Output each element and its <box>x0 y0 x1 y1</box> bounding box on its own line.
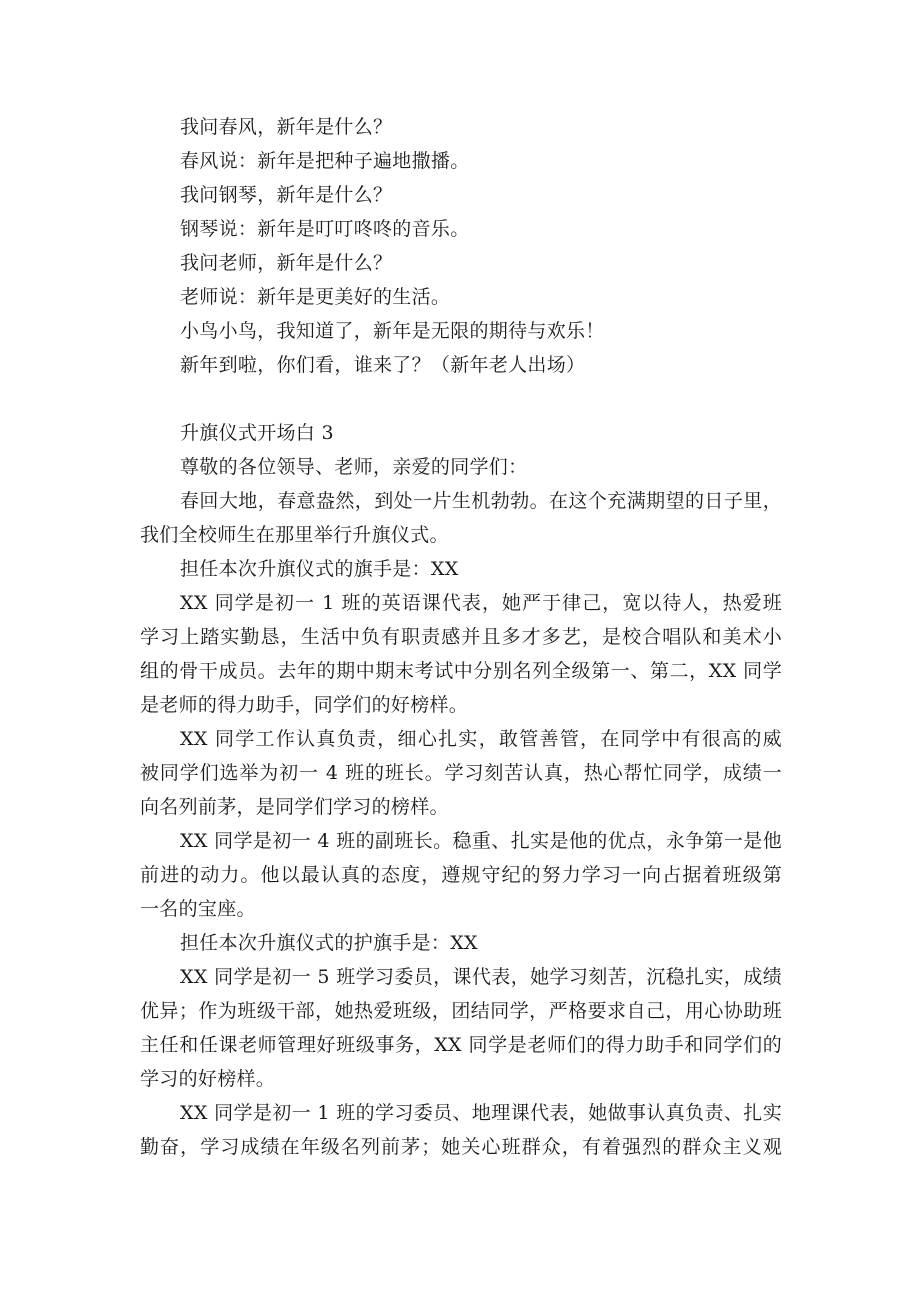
greeting: 尊敬的各位领导、老师，亲爱的同学们： <box>180 456 528 478</box>
paragraph-line: XX 同学工作认真负责，细心扎实，敢管善管，在同学中有很高的威 <box>180 728 782 750</box>
paragraph-line: 是老师的得力助手，同学们的好榜样。 <box>140 694 469 716</box>
section-title: 升旗仪式开场白 3 <box>180 422 334 444</box>
paragraph-line: 向名列前茅，是同学们学习的榜样。 <box>140 796 449 818</box>
paragraph-line: 春回大地，春意盎然，到处一片生机勃勃。在这个充满期望的日子里， <box>180 490 782 512</box>
paragraph-line: 我们全校师生在那里举行升旗仪式。 <box>140 524 449 546</box>
paragraph-line: 勤奋，学习成绩在年级名列前茅；她关心班群众，有着强烈的群众主义观 <box>140 1136 782 1158</box>
paragraph-line: 主任和任课老师管理好班级事务，XX 同学是老师们的得力助手和同学们的 <box>140 1034 782 1056</box>
paragraph-line: 组的骨干成员。去年的期中期末考试中分别名列全级第一、第二，XX 同学 <box>140 660 782 682</box>
paragraph-line: 前进的动力。他以最认真的态度，遵规守纪的努力学习一向占据着班级第 <box>140 864 782 886</box>
paragraph-line: 学习的好榜样。 <box>140 1068 276 1090</box>
paragraph-line: 学习上踏实勤恳，生活中负有职责感并且多才多艺，是校合唱队和美术小 <box>140 626 782 648</box>
paragraph-line: 被同学们选举为初一 4 班的班长。学习刻苦认真，热心帮忙同学，成绩一 <box>140 762 782 784</box>
poem-line: 春风说：新年是把种子遍地撒播。 <box>180 150 470 172</box>
poem-line: 我问钢琴，新年是什么？ <box>180 184 393 206</box>
poem-line: 小鸟小鸟，我知道了，新年是无限的期待与欢乐！ <box>180 320 605 342</box>
poem-line: 老师说：新年是更美好的生活。 <box>180 286 451 308</box>
paragraph-line: XX 同学是初一 4 班的副班长。稳重、扎实是他的优点，永争第一是他 <box>180 830 782 852</box>
paragraph-line: XX 同学是初一 1 班的学习委员、地理课代表，她做事认真负责、扎实 <box>180 1102 782 1124</box>
paragraph-line: XX 同学是初一 5 班学习委员，课代表，她学习刻苦，沉稳扎实，成绩 <box>180 966 782 988</box>
paragraph-line: 优异；作为班级干部，她热爱班级，团结同学，严格要求自己，用心协助班 <box>140 1000 782 1022</box>
poem-line: 我问春风，新年是什么？ <box>180 116 393 138</box>
paragraph-line: XX 同学是初一 1 班的英语课代表，她严于律己，宽以待人，热爱班 <box>180 592 782 614</box>
flag-bearer-line: 担任本次升旗仪式的旗手是：XX <box>180 558 459 580</box>
poem-line: 我问老师，新年是什么？ <box>180 252 393 274</box>
poem-line: 钢琴说：新年是叮叮咚咚的音乐。 <box>180 218 470 240</box>
paragraph-line: 一名的宝座。 <box>140 898 256 920</box>
guard-title-line: 担任本次升旗仪式的护旗手是：XX <box>180 932 478 954</box>
poem-line: 新年到啦，你们看，谁来了？（新年老人出场） <box>180 354 586 376</box>
